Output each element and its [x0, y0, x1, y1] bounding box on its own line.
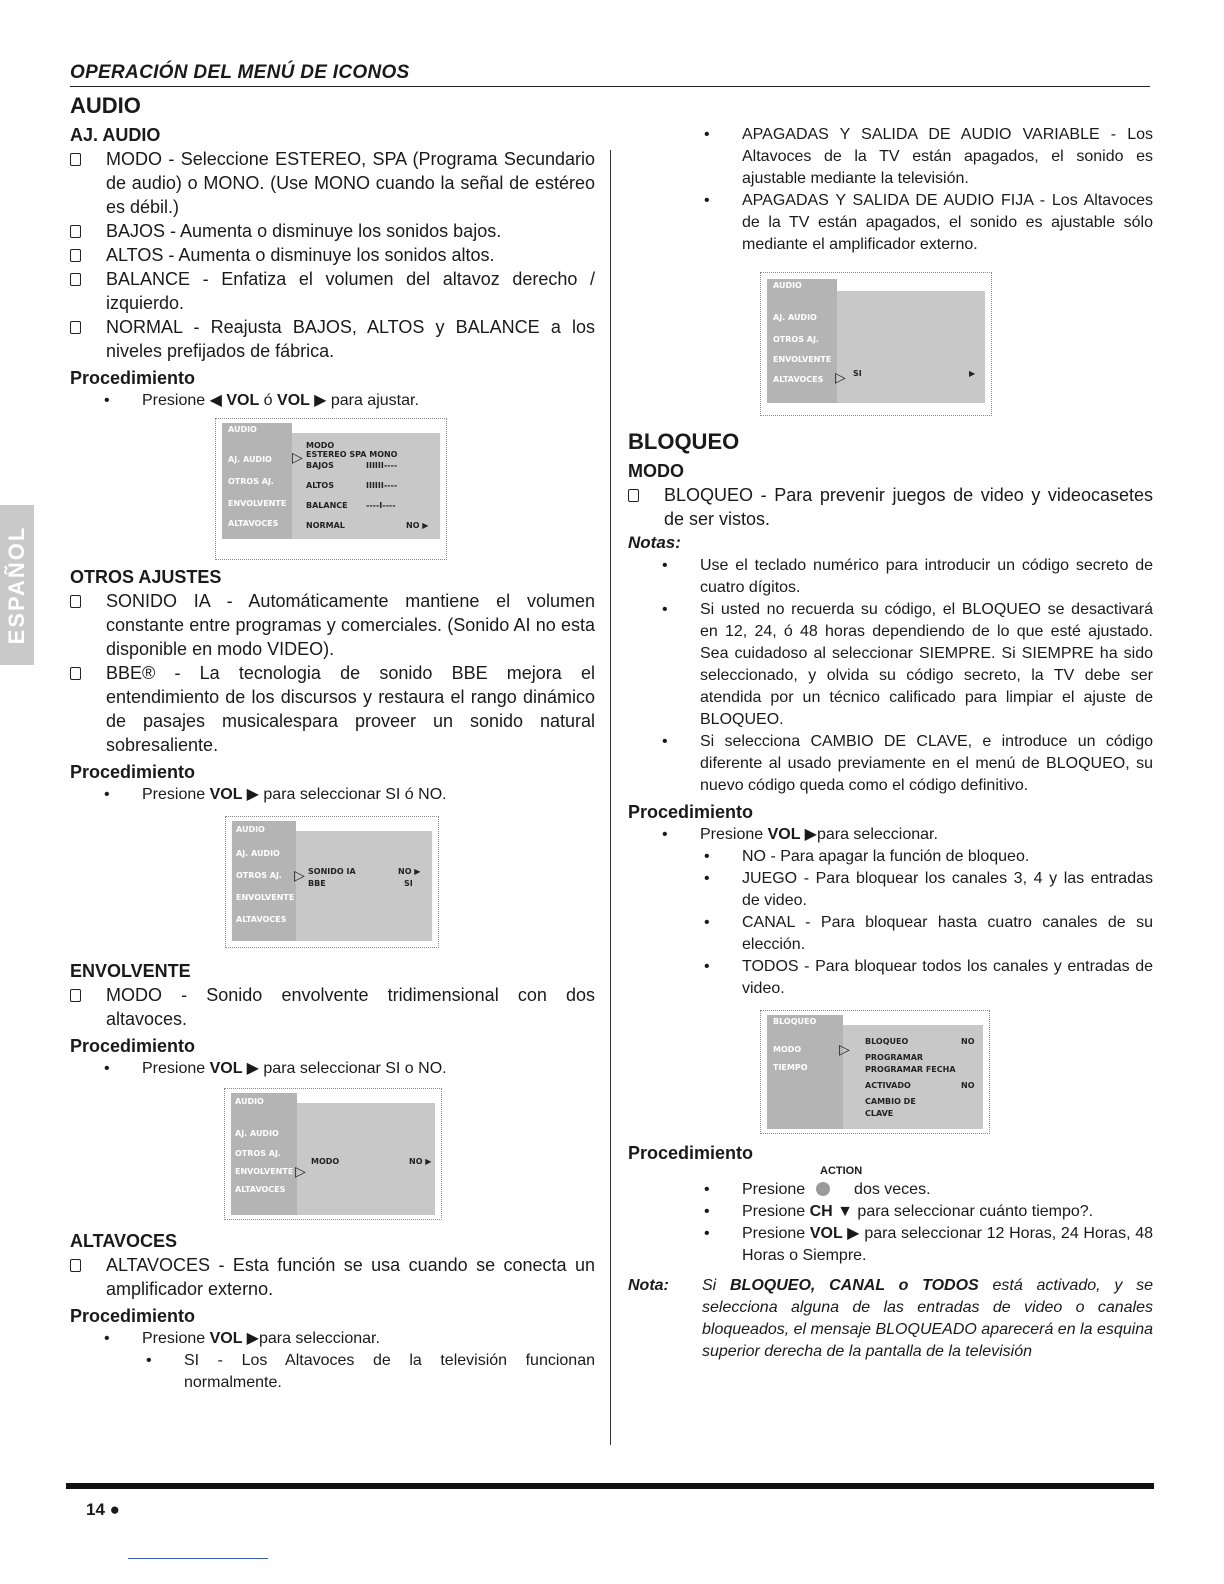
audio-menu-screenshot: AUDIO AJ. AUDIO OTROS AJ. ENVOLVENTE ALTAVOCES ▷ MODO ESTEREO SPA MONO BAJOS IIIIII---- ALTOS IIIIII---- BALANCE ----I---- NORMAL NO ▶: [215, 418, 447, 560]
otros-ajustes-title: OTROS AJUSTES: [70, 567, 222, 587]
procedure-title: Procedimiento: [628, 1143, 754, 1163]
procedure-step: • Presione VOL ▶ para seleccionar 12 Horas, 24 Horas, 48 Horas o Siempre.: [628, 1223, 1153, 1267]
modo-title: MODO: [628, 461, 684, 481]
altavoces-title: ALTAVOCES: [70, 1231, 177, 1251]
audio-title: AUDIO: [70, 93, 141, 118]
action-button-icon: [816, 1182, 830, 1196]
left-column: [70, 92, 595, 1394]
nota-block: Nota: Si BLOQUEO, CANAL o TODOS está activado, y se selecciona alguna de las entradas de video o canales bloqueados, el mensaje BLOQUEADO aparecerá en la esquina superior derecha de la pantalla de la televisión: [628, 1277, 1153, 1360]
procedure-substep: • JUEGO - Para bloquear los canales 3, 4 y las entradas de video.: [628, 868, 1153, 912]
right-column: [628, 124, 1153, 1363]
list-item: BAJOS - Aumenta o disminuye los sonidos bajos.: [70, 219, 595, 243]
procedure-step: • Presione VOL ▶para seleccionar.: [70, 1328, 595, 1350]
envolvente-title: ENVOLVENTE: [70, 961, 191, 981]
procedure-substep: • NO - Para apagar la función de bloqueo.: [628, 846, 1153, 868]
procedure-title: Procedimiento: [70, 368, 196, 388]
action-label: ACTION: [820, 1165, 863, 1177]
column-divider: [610, 150, 611, 1445]
list-item: SONIDO IA - Automáticamente mantiene el volumen constante entre programas y comerciales. (Sonido AI no esta disponible en modo VIDEO).: [70, 589, 595, 661]
list-item: NORMAL - Reajusta BAJOS, ALTOS y BALANCE a los niveles prefijados de fábrica.: [70, 315, 595, 363]
aj-audio-title: AJ. AUDIO: [70, 125, 161, 145]
procedure-title: Procedimiento: [70, 1306, 196, 1326]
nota-item: • Use el teclado numérico para introducir un código secreto de cuatro dígitos.: [628, 555, 1153, 599]
notas-title: Notas:: [628, 533, 681, 552]
otros-menu-screenshot: AUDIO AJ. AUDIO OTROS AJ. ENVOLVENTE ALTAVOCES ▷ SONIDO IA NO ▶ BBE SI: [225, 816, 439, 948]
language-side-tab: [0, 505, 34, 665]
list-item: BALANCE - Enfatiza el volumen del altavoz derecho / izquierdo.: [70, 267, 595, 315]
list-item: • APAGADAS Y SALIDA DE AUDIO VARIABLE - Los Altavoces de la TV están apagados, el sonido es ajustable mediante la televisión.: [628, 124, 1153, 190]
nota-label: Nota:: [628, 1277, 669, 1294]
procedure-substep: • TODOS - Para bloquear todos los canales y entradas de video.: [628, 956, 1153, 1000]
envolvente-menu-screenshot: AUDIO AJ. AUDIO OTROS AJ. ENVOLVENTE ALTAVOCES ▷ MODO NO ▶: [224, 1088, 442, 1220]
procedure-step: • Presione dos veces.: [628, 1179, 1153, 1201]
procedure-title: Procedimiento: [628, 802, 754, 822]
list-item: MODO - Seleccione ESTEREO, SPA (Programa Secundario de audio) o MONO. (Use MONO cuando la señal de estéreo es débil.): [70, 147, 595, 219]
list-item: BBE® - La tecnologia de sonido BBE mejora el entendimiento de los discursos y restaura el rango dinámico de pasajes musicalespara proveer un sonido natural sobresaliente.: [70, 661, 595, 757]
list-item: BLOQUEO - Para prevenir juegos de video y videocasetes de ser vistos.: [628, 483, 1153, 531]
list-item: • APAGADAS Y SALIDA DE AUDIO FIJA - Los Altavoces de la TV están apagados, el sonido es ajustable sólo mediante el amplificador externo.: [628, 190, 1153, 256]
page-header: OPERACIÓN DEL MENÚ DE ICONOS: [70, 62, 1150, 87]
bloqueo-title: BLOQUEO: [628, 429, 740, 454]
nota-item: • Si selecciona CAMBIO DE CLAVE, e introduce un código diferente al usado previamente en el menú de BLOQUEO, su nuevo código queda como el código definitivo.: [628, 731, 1153, 797]
page-number: 14 ●: [86, 1500, 120, 1519]
altavoces-menu-screenshot: AUDIO AJ. AUDIO OTROS AJ. ENVOLVENTE ALTAVOCES ▷ SI ▶: [760, 272, 992, 416]
list-item: MODO - Sonido envolvente tridimensional con dos altavoces.: [70, 983, 595, 1031]
procedure-step: • Presione VOL ▶ para seleccionar SI o NO.: [70, 1058, 595, 1080]
procedure-step: • Presione CH ▼ para seleccionar cuánto tiempo?.: [628, 1201, 1153, 1223]
footer-link-line: [128, 1558, 268, 1559]
procedure-title: Procedimiento: [70, 762, 196, 782]
procedure-step: • Presione VOL ▶ para seleccionar SI ó NO.: [70, 784, 595, 806]
procedure-step: • Presione VOL ▶para seleccionar.: [628, 824, 1153, 846]
bloqueo-menu-screenshot: BLOQUEO MODO TIEMPO ▷ BLOQUEO NO PROGRAMAR PROGRAMAR FECHA ACTIVADO NO CAMBIO DE CLAVE: [760, 1010, 990, 1134]
nota-item: • Si usted no recuerda su código, el BLOQUEO se desactivará en 12, 24, ó 48 horas dependiendo de lo que esté ajustado. Sea cuidadoso al seleccionar SIEMPRE. Si SIEMPRE ha sido seleccionado, y olvida su código secreto, la TV debe ser atendida por un técnico calificado para limpiar el ajuste de BLOQUEO.: [628, 599, 1153, 731]
procedure-substep: • SI - Los Altavoces de la televisión funcionan normalmente.: [70, 1350, 595, 1394]
side-tab-label: ESPAÑOL: [4, 525, 29, 645]
list-item: ALTOS - Aumenta o disminuye los sonidos altos.: [70, 243, 595, 267]
list-item: ALTAVOCES - Esta función se usa cuando se conecta un amplificador externo.: [70, 1253, 595, 1301]
footer-rule: [66, 1483, 1154, 1489]
procedure-step: • Presione ◀ VOL ó VOL ▶ para ajustar.: [70, 390, 595, 412]
procedure-title: Procedimiento: [70, 1036, 196, 1056]
procedure-substep: • CANAL - Para bloquear hasta cuatro canales de su elección.: [628, 912, 1153, 956]
